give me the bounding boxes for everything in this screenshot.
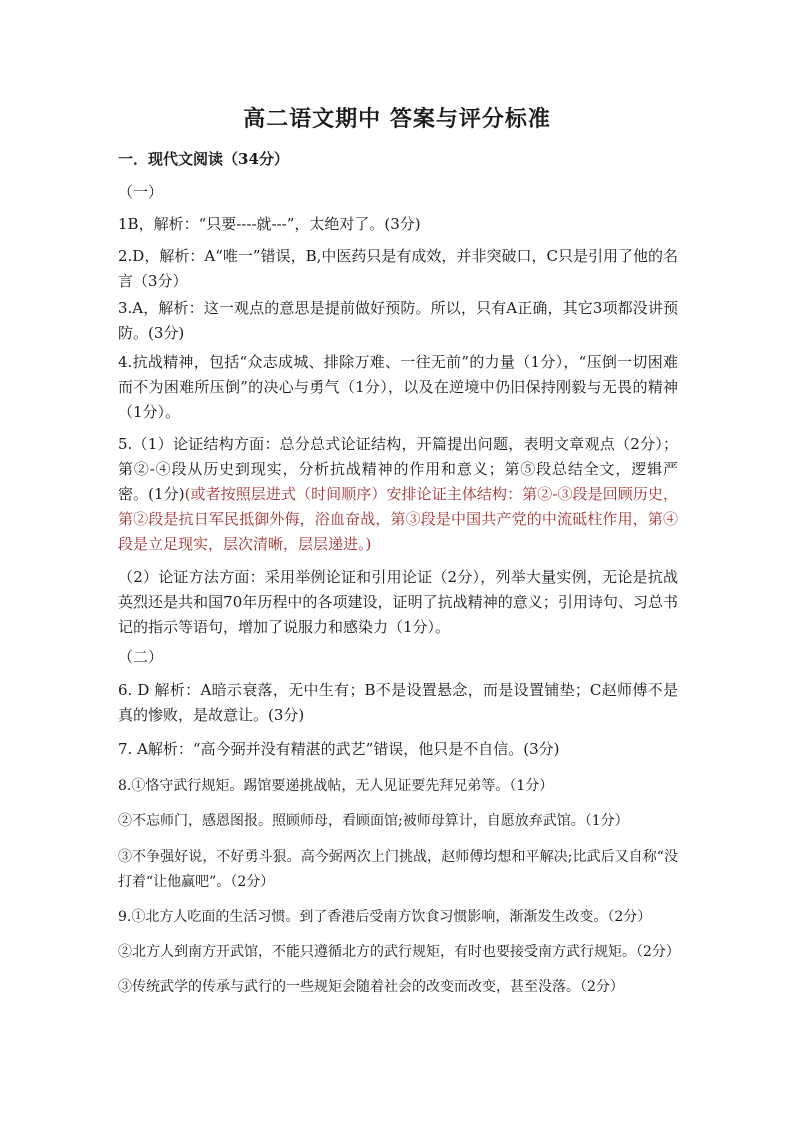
- answer-q3: 3.A，解析：这一观点的意思是提前做好预防。所以，只有A正确，其它3项都没讲预防。(3分): [118, 299, 678, 342]
- answer-q5-part2: （2）论证方法方面：采用举例论证和引用论证（2分），列举大量实例，无论是抗战英烈还是共和国70年历程中的各项建设，证明了抗战精神的意义；引用诗句、习总书记的指示等语句，增加了说服力和感染力（1分）。: [118, 568, 678, 636]
- answer-q8-point2: ②不忘师门，感恩图报。照顾师母，看顾面馆;被师母算计，自愿放弃武馆。（1分）: [118, 813, 629, 829]
- answer-q6: 6. D 解析：A暗示衰落，无中生有；B不是设置悬念，而是设置铺垫；C赵师傅不是真的惨败，是故意让。(3分): [118, 681, 678, 724]
- answer-q5-part1: [118, 432, 678, 557]
- answer-q8-point1: 8.①恪守武行规矩。踢馆要递挑战帖，无人见证要先拜兄弟等。（1分）: [118, 778, 554, 794]
- section-heading-modern-reading: 一．现代文阅读（34分）: [118, 150, 289, 168]
- answer-q2: 2.D，解析：A“唯一”错误，B,中医药只是有成效，并非突破口，C只是引用了他的名言（3分）: [118, 247, 678, 290]
- answer-q9-point2: ②北方人到南方开武馆，不能只遵循北方的武行规矩，有时也要接受南方武行规矩。（2分）: [118, 944, 680, 960]
- subsection-1: （一）: [118, 183, 164, 201]
- answer-q8-point3: ③不争强好说，不好勇斗狠。高今弼两次上门挑战，赵师傅均想和平解决;比武后又自称“没打着“让他赢吧”。（2分）: [118, 849, 678, 890]
- answer-q5-structure: 5.（1）论证结构方面：总分总式论证结构，开篇提出问题，表明文章观点（2分）；第②-④段从历史到现实，分析抗战精神的作用和意义；第⑤段总结全文，逻辑严密。(1分): [118, 435, 678, 503]
- subsection-2: （二）: [118, 648, 164, 666]
- answer-q9-point3: ③传统武学的传承与武行的一些规矩会随着社会的改变而改变，甚至没落。（2分）: [118, 979, 624, 995]
- answer-q1: 1B，解析：“只要----就---”，太绝对了。(3分): [118, 215, 421, 233]
- answer-q7: 7. A解析：“高今弼并没有精湛的武艺”错误，他只是不自信。(3分): [118, 740, 560, 758]
- answer-q9-point1: 9.①北方人吃面的生活习惯。到了香港后受南方饮食习惯影响，渐渐发生改变。（2分）: [118, 909, 652, 925]
- answer-q5-alternative: (或者按照层进式（时间顺序）安排论证主体结构：第②-③段是回顾历史，第②段是抗日军民抵御外侮，浴血奋战，第③段是中国共产党的中流砥柱作用，第④段是立足现实，层次清晰，层层递进。): [118, 485, 678, 553]
- answer-q4: 4.抗战精神，包括“众志成城、排除万难、一往无前”的力量（1分），“压倒一切困难而不为困难所压倒”的决心与勇气（1分），以及在逆境中仍旧保持刚毅与无畏的精神（1分）。: [118, 353, 678, 421]
- page-title: 高二语文期中 答案与评分标准: [243, 106, 551, 132]
